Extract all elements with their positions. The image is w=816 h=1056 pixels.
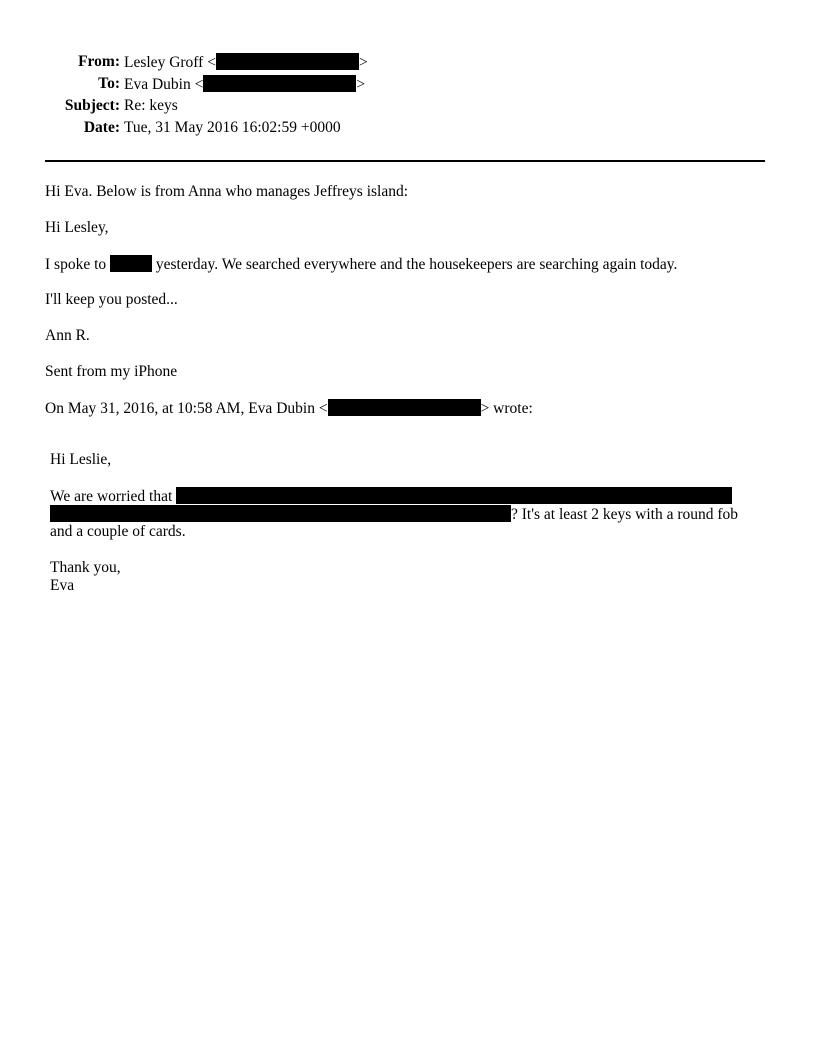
header-divider: [45, 160, 765, 162]
body-line-spoke: [45, 255, 677, 274]
subject-value: Re: keys: [124, 97, 178, 114]
body-line-sent-from: Sent from my iPhone: [45, 363, 178, 380]
to-name: Eva Dubin <: [124, 76, 204, 93]
quoted-mid: ? It's at least 2 keys with a round fob: [511, 506, 739, 523]
quoted-line-1: [50, 487, 760, 505]
to-label: To:: [98, 75, 120, 92]
body-line-attribution: [45, 399, 533, 418]
subject-row: [0, 97, 816, 119]
body-line-intro: Hi Eva. Below is from Anna who manages Jeffreys island:: [45, 183, 409, 200]
from-row: [0, 53, 816, 75]
subject-label: Subject:: [64, 97, 120, 114]
email-header: [0, 53, 816, 141]
spoke-before: I spoke to: [45, 256, 111, 273]
date-value: Tue, 31 May 2016 16:02:59 +0000: [124, 119, 341, 136]
body-line-posted: I'll keep you posted...: [45, 291, 178, 308]
to-value: [124, 75, 365, 94]
to-row: [0, 75, 816, 97]
quoted-closing: Thank you,: [50, 559, 121, 576]
quoted-signature: Eva: [50, 577, 75, 594]
date-row: [0, 119, 816, 141]
quoted-before: We are worried that: [50, 488, 177, 505]
redaction-box: [216, 53, 359, 70]
redaction-box: [203, 75, 356, 92]
from-close: >: [358, 54, 368, 71]
spoke-after: yesterday. We searched everywhere and the housekeepers are searching again today.: [152, 256, 678, 273]
redaction-box: [176, 487, 732, 504]
from-label: From:: [78, 53, 120, 70]
redaction-box: [328, 399, 481, 416]
redaction-box: [50, 505, 511, 522]
attribution-before: On May 31, 2016, at 10:58 AM, Eva Dubin <: [45, 400, 328, 417]
body-line-signoff: Ann R.: [45, 327, 90, 344]
quoted-line-2: [50, 505, 760, 523]
quoted-greeting: Hi Leslie,: [50, 451, 112, 468]
date-label: Date:: [83, 119, 120, 136]
body-line-greeting: Hi Lesley,: [45, 219, 109, 236]
quoted-message: [50, 451, 760, 595]
from-name: Lesley Groff <: [124, 54, 216, 71]
to-close: >: [356, 76, 366, 93]
redaction-box: [110, 255, 152, 272]
from-value: [124, 53, 368, 72]
quoted-line-3: and a couple of cards.: [50, 523, 186, 540]
attribution-after: > wrote:: [480, 400, 533, 417]
